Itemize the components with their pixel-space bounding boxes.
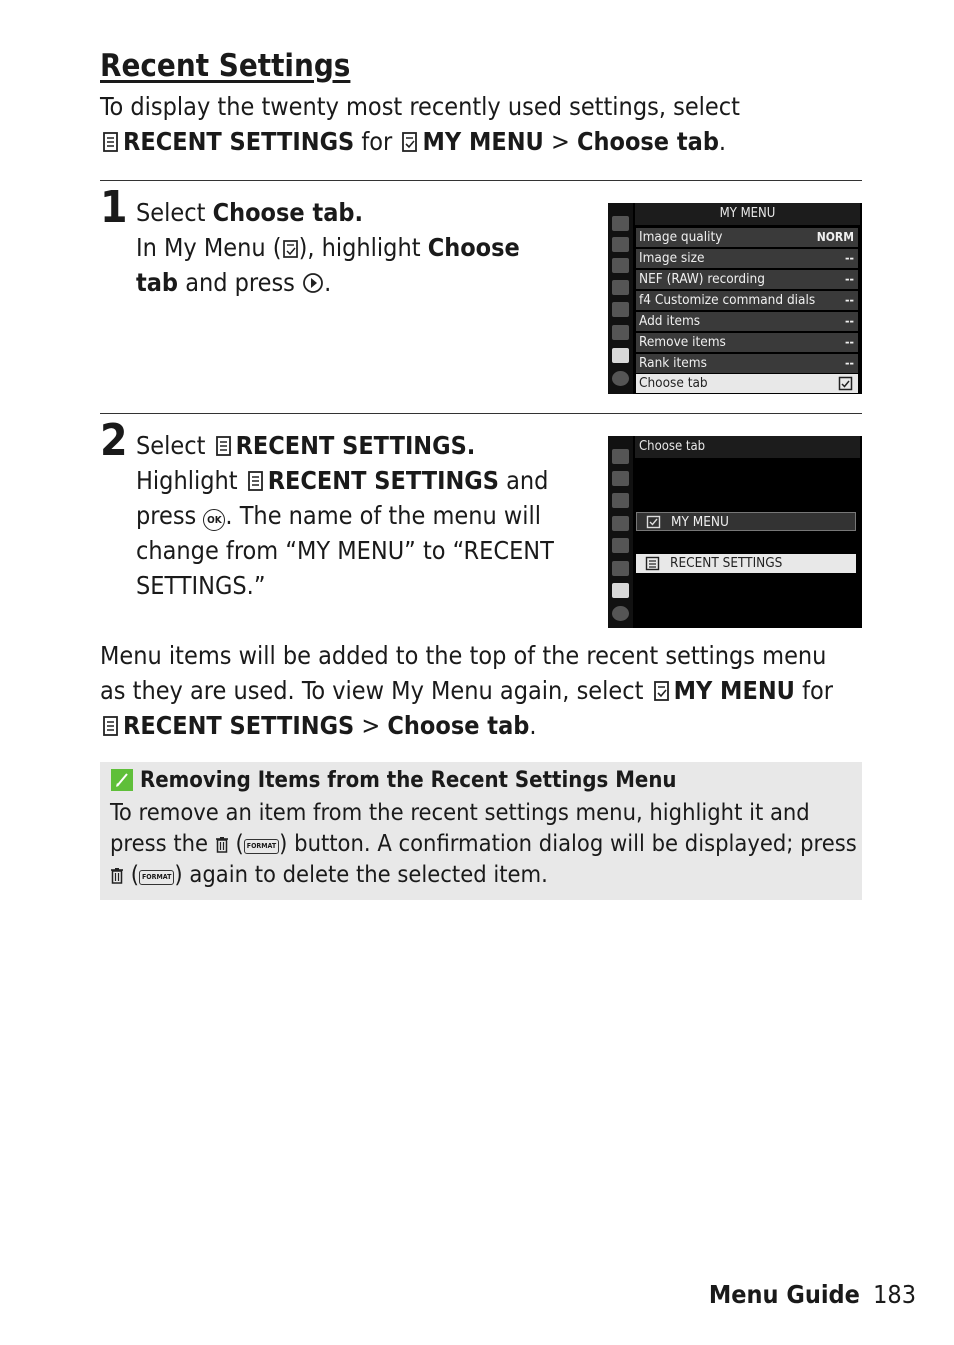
screen-header: MY MENU [635, 203, 860, 225]
menu-item[interactable]: Image quality NORM [636, 228, 858, 247]
screen-header: Choose tab [635, 436, 860, 458]
recent-settings-icon [102, 715, 119, 737]
multi-selector-right-icon [302, 272, 324, 294]
format-button-icon: FORMAT [139, 870, 174, 885]
step-number: 2 [100, 415, 128, 466]
pencil-icon [612, 516, 629, 531]
pencil-note-icon [111, 769, 133, 791]
my-menu-icon [646, 515, 661, 529]
my-menu-icon [401, 131, 418, 153]
wrench-icon [612, 538, 629, 553]
menu-item[interactable]: f4 Customize command dials -- [636, 291, 858, 310]
camera-icon [612, 471, 629, 486]
menu-item[interactable]: Image size -- [636, 249, 858, 268]
step2-text: Select RECENT SETTINGS. Highlight RECENT SETTINGS and press OK . The name of the menu will change from “MY MENU” to “RECENT SETTINGS.” [136, 431, 554, 600]
delete-icon [110, 867, 124, 884]
retouch-icon [612, 325, 629, 340]
option-recent-settings[interactable]: RECENT SETTINGS [636, 554, 856, 573]
page-number: 183 [873, 1280, 916, 1309]
menu-item[interactable]: Remove items -- [636, 333, 858, 352]
recent-settings-icon [645, 556, 660, 571]
my-menu-tab-icon [612, 348, 629, 363]
recent-settings-icon [247, 470, 264, 492]
my-menu-icon [282, 239, 299, 259]
camera-icon [612, 237, 629, 252]
menu-item[interactable]: NEF (RAW) recording -- [636, 270, 858, 289]
body-paragraph: Menu items will be added to the top of the recent settings menu as they are used. To view My Menu again, select MY MENU for RECENT SETTINGS > Choose tab. [100, 641, 833, 740]
camera-screen-choose-tab [608, 436, 862, 628]
my-menu-icon [838, 376, 853, 391]
playback-icon [612, 449, 629, 464]
divider [100, 413, 862, 414]
camera-screen-my-menu [608, 203, 862, 394]
section-name: Menu Guide [708, 1280, 860, 1309]
ok-button-icon: OK [203, 509, 225, 531]
playback-icon [612, 216, 629, 231]
step-number: 1 [100, 182, 128, 233]
format-button-icon: FORMAT [244, 839, 279, 854]
menu-item[interactable]: Rank items -- [636, 354, 858, 373]
pencil-icon [612, 280, 629, 295]
wrench-icon [612, 302, 629, 317]
recent-settings-tab-icon [612, 583, 629, 598]
menu-sidebar [608, 436, 633, 628]
page-title: Recent Settings [100, 48, 351, 84]
option-my-menu[interactable]: MY MENU [636, 512, 856, 531]
menu-item[interactable]: Add items -- [636, 312, 858, 331]
divider [100, 180, 862, 181]
step1-text: Select Choose tab. In My Menu ( ), highlight Choose tab and press . [136, 198, 520, 297]
my-menu-icon [653, 680, 670, 702]
movie-icon [612, 493, 629, 508]
help-icon [612, 371, 629, 386]
recent-settings-icon [215, 435, 232, 457]
movie-icon [612, 258, 629, 273]
delete-icon [215, 836, 229, 853]
menu-sidebar [608, 203, 633, 394]
help-icon [612, 606, 629, 621]
recent-settings-icon [102, 131, 119, 153]
note-body: To remove an item from the recent settings menu, highlight it and press the ( FORMAT ) button. A confirmation dialog will be displayed; press ( FORMAT ) again to delete the selected item. [110, 798, 857, 888]
page-footer [709, 1280, 916, 1309]
note-title: Removing Items from the Recent Settings Menu [140, 768, 677, 793]
menu-item-selected[interactable]: Choose tab [636, 374, 858, 393]
retouch-icon [612, 561, 629, 576]
intro-paragraph: To display the twenty most recently used settings, select RECENT SETTINGS for MY MENU > Choose tab. [100, 92, 740, 156]
